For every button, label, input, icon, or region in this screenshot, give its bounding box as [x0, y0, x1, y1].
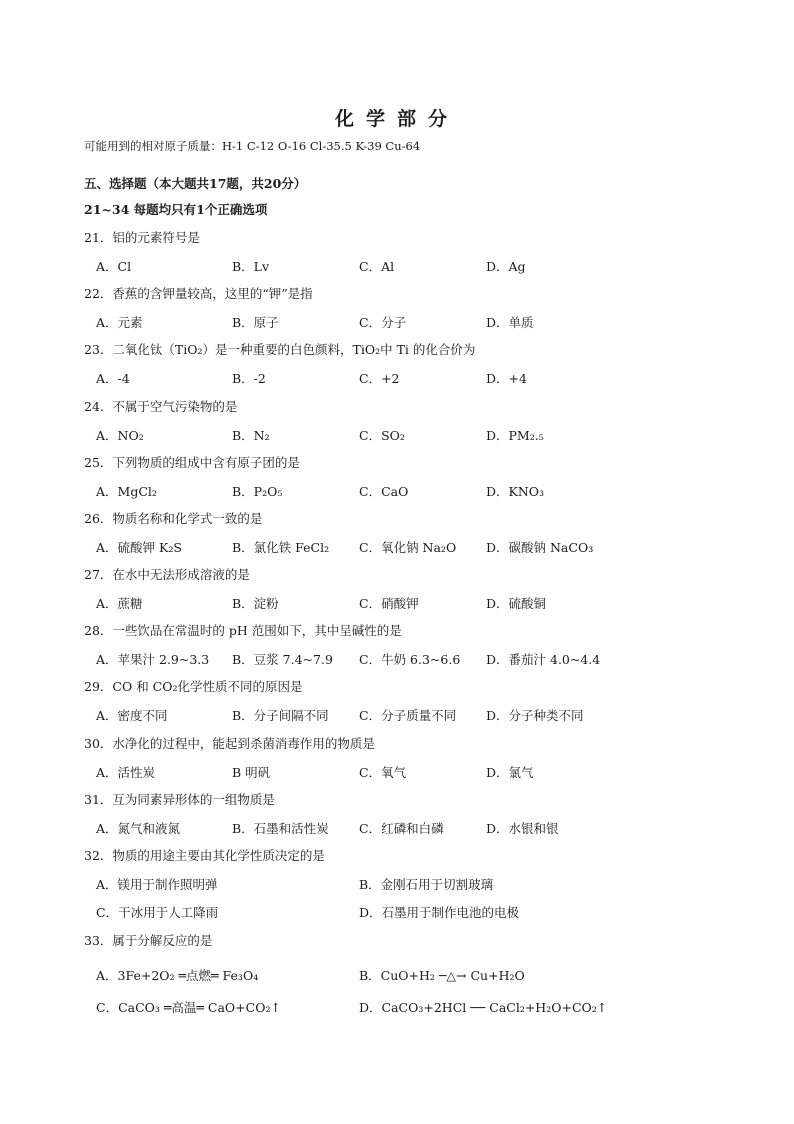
option-c[interactable]: C．+2: [359, 371, 400, 386]
option-c[interactable]: C．分子质量不同: [359, 708, 457, 723]
option-a[interactable]: A．MgCl₂: [96, 484, 157, 499]
option-d[interactable]: D．番茄汁 4.0~4.4: [486, 652, 601, 667]
question-stem: 25．下列物质的组成中含有原子团的是: [84, 455, 300, 470]
question-stem: 33．属于分解反应的是: [84, 933, 213, 948]
option-c[interactable]: C．CaO: [359, 484, 409, 499]
option-a[interactable]: A．镁用于制作照明弹: [96, 877, 218, 892]
option-d[interactable]: D．分子种类不同: [486, 708, 584, 723]
option-d[interactable]: D．石墨用于制作电池的电极: [359, 905, 520, 920]
section-heading: 五、选择题（本大题共17题，共20分）: [84, 176, 307, 191]
option-d[interactable]: D．氯气: [486, 765, 534, 780]
question-stem: 31．互为同素异形体的一组物质是: [84, 792, 275, 807]
option-b[interactable]: B．石墨和活性炭: [232, 821, 329, 836]
option-a[interactable]: A．氮气和液氮: [96, 821, 181, 836]
option-a[interactable]: A．活性炭: [96, 765, 156, 780]
option-a[interactable]: A．蔗糖: [96, 596, 143, 611]
question-stem: 28．一些饮品在常温时的 pH 范围如下，其中呈碱性的是: [84, 623, 402, 638]
option-b[interactable]: B．原子: [232, 315, 279, 330]
option-b[interactable]: B．CuO+H₂ ─△→ Cu+H₂O: [359, 968, 525, 983]
option-b[interactable]: B．淀粉: [232, 596, 279, 611]
option-c[interactable]: C．牛奶 6.3~6.6: [359, 652, 461, 667]
option-b[interactable]: B．N₂: [232, 428, 270, 443]
option-b[interactable]: B．-2: [232, 371, 266, 386]
option-a[interactable]: A．-4: [96, 371, 130, 386]
question-stem: 26．物质名称和化学式一致的是: [84, 511, 263, 526]
question-33: [84, 931, 764, 1051]
option-c[interactable]: C．氧气: [359, 765, 407, 780]
question-stem: 32．物质的用途主要由其化学性质决定的是: [84, 848, 325, 863]
option-d[interactable]: D．硫酸铜: [486, 596, 547, 611]
option-a[interactable]: A．密度不同: [96, 708, 168, 723]
option-c[interactable]: C．SO₂: [359, 428, 405, 443]
question-stem: 24．不属于空气污染物的是: [84, 399, 238, 414]
option-d[interactable]: D．水银和银: [486, 821, 559, 836]
option-c[interactable]: C．Al: [359, 259, 395, 274]
option-d[interactable]: D．+4: [486, 371, 527, 386]
option-c[interactable]: C．CaCO₃ ═高温═ CaO+CO₂↑: [96, 1000, 281, 1015]
atomic-masses-note: 可能用到的相对原子质量：H-1 C-12 O-16 Cl-35.5 K-39 Cu-64: [84, 139, 421, 153]
question-stem: 21．铝的元素符号是: [84, 230, 200, 245]
option-a[interactable]: A．Cl: [96, 259, 132, 274]
option-a[interactable]: A．元素: [96, 315, 143, 330]
option-b[interactable]: B 明矾: [232, 765, 271, 780]
question-stem: 23．二氧化钛（TiO₂）是一种重要的白色颜料，TiO₂中 Ti 的化合价为: [84, 342, 476, 357]
option-d[interactable]: D．KNO₃: [486, 484, 545, 499]
option-a[interactable]: A．NO₂: [96, 428, 144, 443]
option-d[interactable]: D．碳酸钠 NaCO₃: [486, 540, 594, 555]
option-b[interactable]: B．分子间隔不同: [232, 708, 329, 723]
instruction-note: 21~34 每题均只有1个正确选项: [84, 202, 268, 217]
option-b[interactable]: B．氯化铁 FeCl₂: [232, 540, 330, 555]
option-a[interactable]: A．硫酸钾 K₂S: [96, 540, 182, 555]
option-c[interactable]: C．红磷和白磷: [359, 821, 444, 836]
question-stem: 29．CO 和 CO₂化学性质不同的原因是: [84, 679, 303, 694]
option-d[interactable]: D．单质: [486, 315, 534, 330]
question-stem: 30．水净化的过程中，能起到杀菌消毒作用的物质是: [84, 736, 375, 751]
option-c[interactable]: C．氧化钠 Na₂O: [359, 540, 457, 555]
option-d[interactable]: D．CaCO₃+2HCl ── CaCl₂+H₂O+CO₂↑: [359, 1000, 608, 1015]
option-b[interactable]: B．金刚石用于切割玻璃: [359, 877, 494, 892]
option-c[interactable]: C．硝酸钾: [359, 596, 419, 611]
question-stem: 27．在水中无法形成溶液的是: [84, 567, 250, 582]
option-b[interactable]: B．P₂O₅: [232, 484, 283, 499]
option-a[interactable]: A．苹果汁 2.9~3.3: [96, 652, 210, 667]
option-c[interactable]: C．分子: [359, 315, 407, 330]
option-b[interactable]: B．Lv: [232, 259, 270, 274]
option-d[interactable]: D．Ag: [486, 259, 526, 274]
option-b[interactable]: B．豆浆 7.4~7.9: [232, 652, 333, 667]
option-a[interactable]: A．3Fe+2O₂ ═点燃═ Fe₃O₄: [96, 968, 259, 983]
option-d[interactable]: D．PM₂.₅: [486, 428, 544, 443]
question-stem: 22．香蕉的含钾量较高，这里的“钾”是指: [84, 286, 313, 301]
page-title: 化学部分: [334, 108, 459, 130]
option-c[interactable]: C．干冰用于人工降雨: [96, 905, 219, 920]
